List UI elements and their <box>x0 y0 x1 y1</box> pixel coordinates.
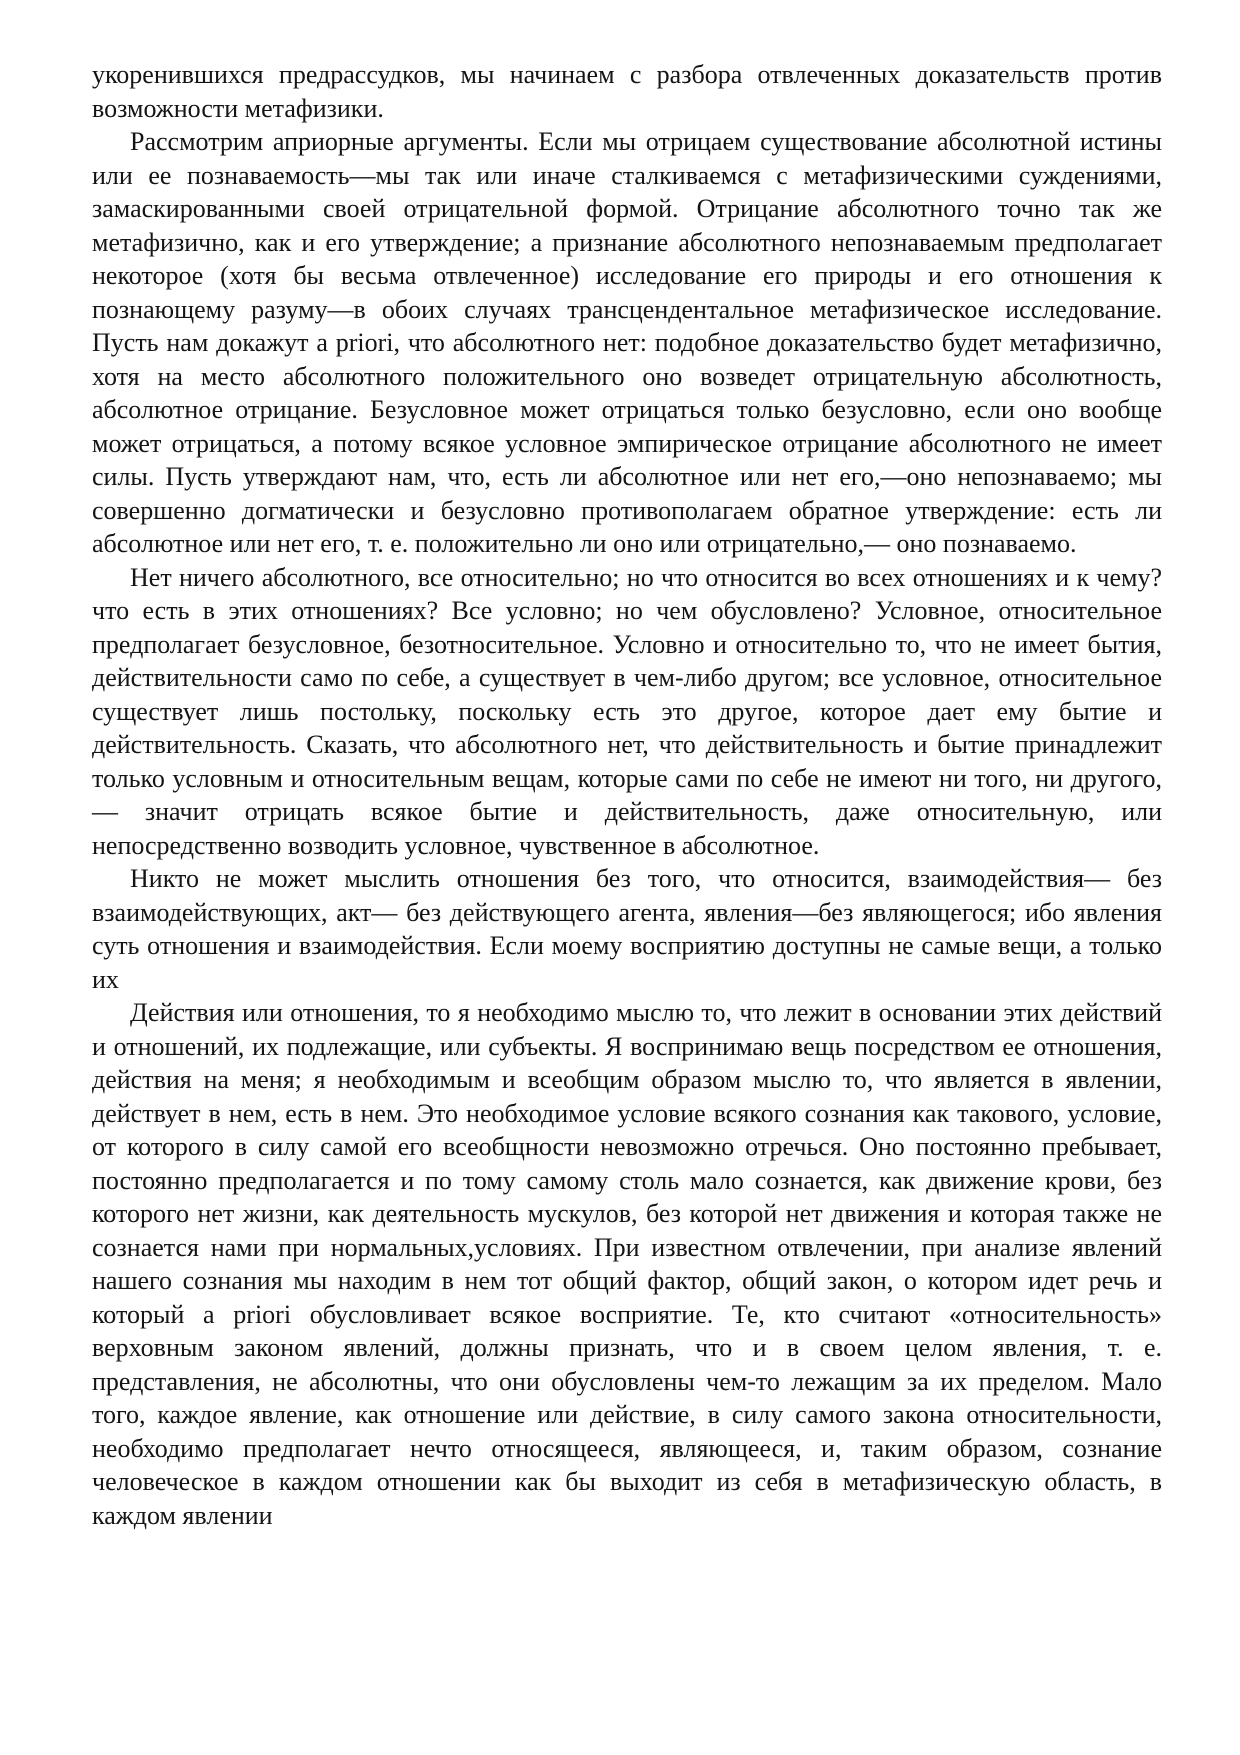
paragraph-actions-relations: Действия или отношения, то я необходимо мыслю то, что лежит в основании этих действий и отношений, их подлежащие, или субъекты. Я воспринимаю вещь посредством ее отношения, действия на меня; я необходимым и всеобщим образом мыслю то, что является в явлении, действует в нем, есть в нем. Это необходимое условие всякого сознания как такового, условие, от которого в силу самой его всеобщности невозможно отречься. Оно постоянно пребывает, постоянно предполагается и по тому самому столь мало сознается, как движение крови, без которого нет жизни, как деятельность мускулов, без которой нет движения и которая также не сознается нами при нормальных,условиях. При известном отвлечении, при анализе явлений нашего сознания мы находим в нем тот общий фактор, общий закон, о котором идет речь и который a priori обусловливает всякое восприятие. Те, кто считают «относительность» верховным законом явлений, должны признать, что и в своем целом явления, т. е. представления, не абсолютны, что они обусловлены чем-то лежащим за их пределом. Мало того, каждое явление, как отношение или действие, в силу самого закона относительности, необходимо предполагает нечто относящееся, являющееся, и, таким образом, сознание человеческое в каждом отношении как бы выходит из себя в метафизическую область, в каждом явлении <box>92 998 1162 1530</box>
paragraph-nothing-absolute: Нет ничего абсолютного, все относительно; но что относится во всех отношениях и к чему? что есть в этих отношениях? Все условно; но чем обусловлено? Условное, относительное предполагает безусловное, безотносительное. Условно и относительно то, что не имеет бытия, действительности само по себе, а существует в чем-либо другом; все условное, относительное существует лишь постольку, поскольку есть это другое, которое дает ему бытие и действительность. Сказать, что абсолютного нет, что действительность и бытие принадлежит только условным и относительным вещам, которые сами по себе не имеют ни того, ни другого,— значит отрицать всякое бытие и действительность, даже относительную, или непосредственно возводить условное, чувственное в абсолютное. <box>92 562 1162 860</box>
paragraph-relations: Никто не может мыслить отношения без того, что относится, взаимодействия— без взаимодействующих, акт— без действующего агента, явления—без являющегося; ибо явления суть отношения и взаимодействия. Если моему восприятию доступны не самые вещи, а только их <box>92 864 1162 994</box>
paragraph-apriori-arguments: Рассмотрим априорные аргументы. Если мы отрицаем существование абсолютной истины или ее познаваемость—мы так или иначе сталкиваемся с метафизическими суждениями, замаскированными своей отрицательной формой. Отрицание абсолютного точно так же метафизично, как и его утверждение; а признание абсолютного непознаваемым предполагает некоторое (хотя бы весьма отвлеченное) исследование его природы и его отношения к познающему разуму—в обоих случаях трансцендентальное метафизическое исследование. Пусть нам докажут a priori, что абсолютного нет: подобное доказательство будет метафизично, хотя на место абсолютного положительного оно возведет отрицательную абсолютность, абсолютное отрицание. Безусловное может отрицаться только безусловно, если оно вообще может отрицаться, а потому всякое условное эмпирическое отрицание абсолютного не имеет силы. Пусть утверждают нам, что, есть ли абсолютное или нет его,—оно непознаваемо; мы совершенно догматически и безусловно противополагаем обратное утверждение: есть ли абсолютное или нет его, т. е. положительно ли оно или отрицательно,— оно познаваемо. <box>92 127 1162 558</box>
document-page <box>92 58 1162 1532</box>
paragraph-continuation: укоренившихся предрассудков, мы начинаем с разбора отвлеченных доказательств против возможности метафизики. <box>92 60 1162 123</box>
